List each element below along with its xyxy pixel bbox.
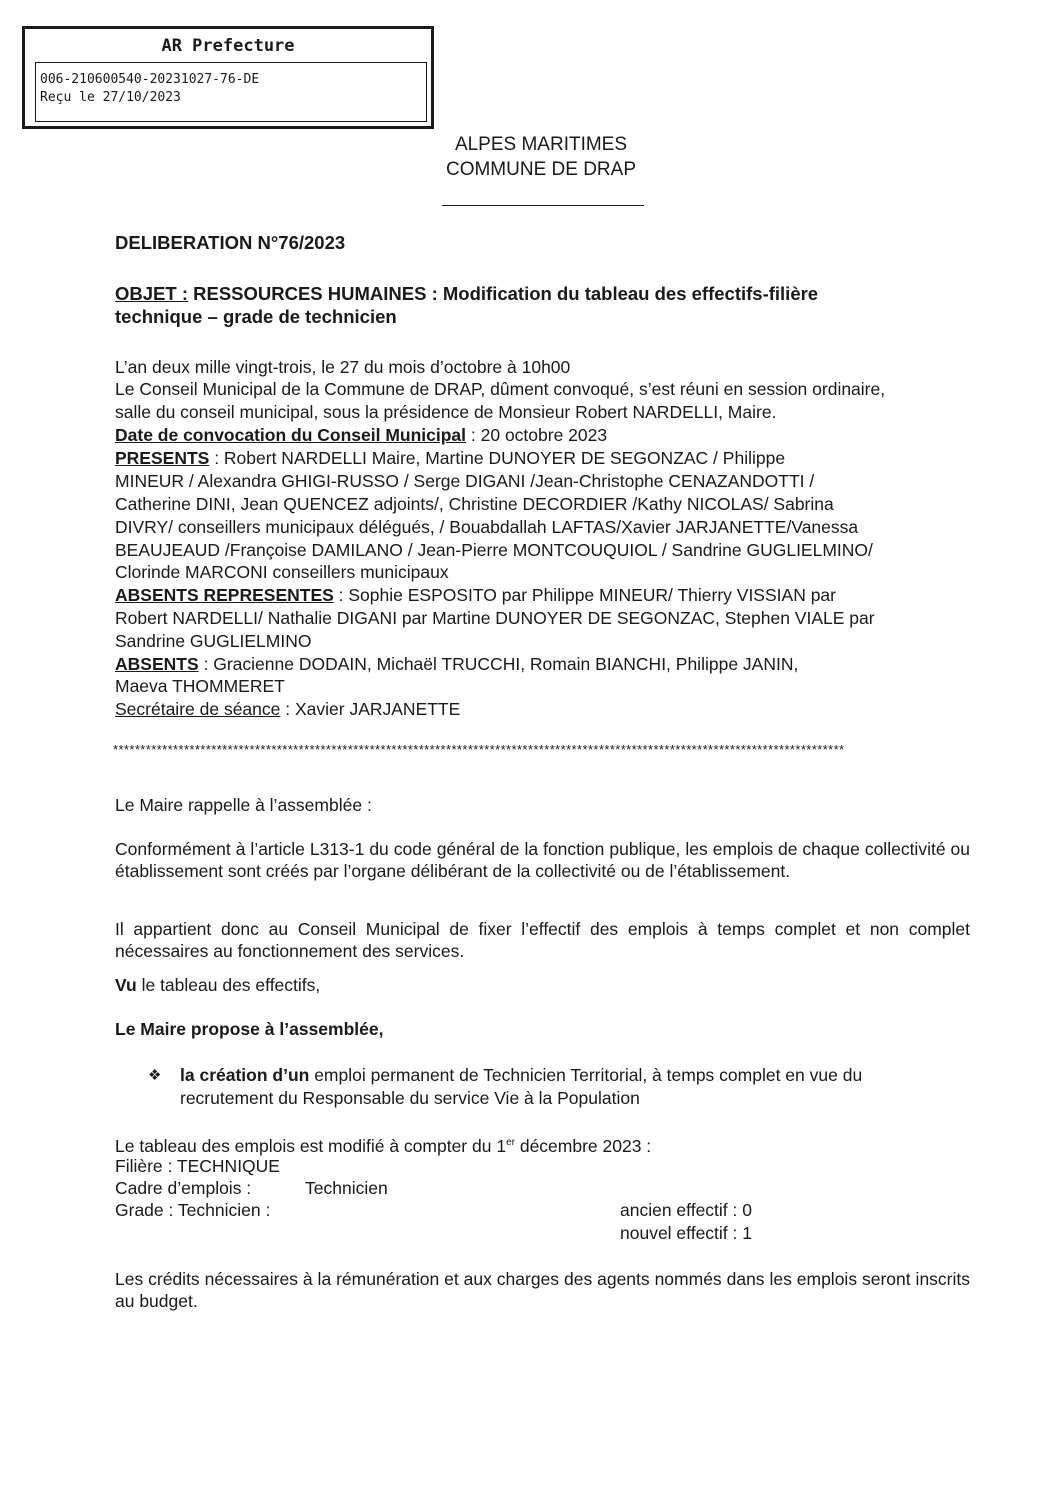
bullet-line-2: recrutement du Responsable du service Vie à la Population [180, 1088, 640, 1108]
absents-line-2: Maeva THOMMERET [115, 676, 285, 696]
absents-representes-label: ABSENTS REPRESENTES [115, 585, 334, 605]
header-divider [442, 205, 644, 206]
objet-line-2: technique – grade de technicien [115, 306, 397, 327]
vu-text: le tableau des effectifs, [136, 975, 321, 995]
bullet-line-1 [180, 1064, 862, 1086]
cadre-value: Technicien [305, 1178, 388, 1198]
propose-heading: Le Maire propose à l’assemblée, [115, 1019, 384, 1039]
secretaire-line [115, 698, 460, 720]
presents-label: PRESENTS [115, 448, 210, 468]
convocation-label: Date de convocation du Conseil Municipal [115, 425, 467, 445]
filiere-line: Filière : TECHNIQUE [115, 1156, 280, 1176]
secretaire-value: : Xavier JARJANETTE [280, 699, 461, 719]
presents-line-6: Clorinde MARCONI conseillers municipaux [115, 562, 449, 582]
presents-line-1 [115, 447, 785, 469]
nouvel-effectif: nouvel effectif : 1 [620, 1223, 752, 1243]
presents-text: : Robert NARDELLI Maire, Martine DUNOYER DE SEGONZAC / Philippe [209, 448, 786, 468]
rappel-text: Le Maire rappelle à l’assemblée : [115, 795, 372, 815]
absents-line-1 [115, 653, 798, 675]
cadre-label: Cadre d’emplois : [115, 1178, 252, 1198]
session-line-2: Le Conseil Municipal de la Commune de DRAP, dûment convoqué, s’est réuni en session ordinaire, [115, 379, 886, 399]
presents-line-4: DIVRY/ conseillers municipaux délégués, / Bouabdallah LAFTAS/Xavier JARJANETTE/Vanessa [115, 517, 859, 537]
absents-text: : Gracienne DODAIN, Michaël TRUCCHI, Romain BIANCHI, Philippe JANIN, [198, 654, 799, 674]
prefecture-stamp [22, 26, 434, 129]
tableau-end: décembre 2023 : [514, 1135, 652, 1156]
vu-line [115, 974, 320, 996]
absents-representes-line-3: Sandrine GUGLIELMINO [115, 631, 312, 651]
deliberation-title: DELIBERATION N°76/2023 [115, 232, 346, 253]
ancien-effectif: ancien effectif : 0 [620, 1200, 752, 1220]
grade-line: Grade : Technicien : [115, 1200, 271, 1220]
commune-header: COMMUNE DE DRAP [445, 159, 636, 180]
stamp-inner-box [35, 62, 427, 122]
bullet-bold: la création d’un [180, 1065, 310, 1085]
absents-label: ABSENTS [115, 654, 199, 674]
credits-paragraph: Les crédits nécessaires à la rémunération et aux charges des agents nommés dans les emplois seront inscrits au budget. [115, 1269, 970, 1311]
tableau-sup: er [506, 1137, 515, 1148]
stamp-received: Reçu le 27/10/2023 [40, 90, 181, 105]
asterisk-separator: ************************************************************************************************************************************** [113, 742, 845, 757]
presents-line-3: Catherine DINI, Jean QUENCEZ adjoints/, Christine DECORDIER /Kathy NICOLAS/ Sabrina [115, 494, 834, 514]
absents-representes-line-1 [115, 584, 836, 606]
objet-text: RESSOURCES HUMAINES : Modification du tableau des effectifs-filière [187, 283, 819, 304]
convocation-line [115, 424, 607, 446]
absents-representes-line-2: Robert NARDELLI/ Nathalie DIGANI par Martine DUNOYER DE SEGONZAC, Stephen VIALE par [115, 608, 875, 628]
convocation-value: : 20 octobre 2023 [466, 425, 608, 445]
tableau-line [115, 1132, 651, 1157]
secretaire-label: Secrétaire de séance [115, 699, 281, 719]
article-paragraph: Conformément à l’article L313-1 du code général de la fonction publique, les emplois de chaque collectivité ou établissement sont créés par l’organe délibérant de la collectivité ou de l’établissement. [115, 839, 970, 881]
objet-line-1 [115, 283, 818, 305]
stamp-id: 006-210600540-20231027-76-DE [40, 72, 260, 87]
department-header: ALPES MARITIMES [454, 134, 628, 155]
tableau-start: Le tableau des emplois est modifié à compter du 1 [115, 1135, 507, 1156]
session-line-3: salle du conseil municipal, sous la présidence de Monsieur Robert NARDELLI, Maire. [115, 402, 777, 422]
objet-label: OBJET : [115, 283, 188, 304]
session-line-1: L’an deux mille vingt-trois, le 27 du mois d’octobre à 10h00 [115, 357, 571, 377]
presents-line-5: BEAUJEAUD /Françoise DAMILANO / Jean-Pierre MONTCOUQUIOL / Sandrine GUGLIELMINO/ [115, 540, 873, 560]
presents-line-2: MINEUR / Alexandra GHIGI-RUSSO / Serge DIGANI /Jean-Christophe CENAZANDOTTI / [115, 471, 815, 491]
bullet-text: emploi permanent de Technicien Territorial, à temps complet en vue du [309, 1065, 863, 1085]
absents-representes-text: : Sophie ESPOSITO par Philippe MINEUR/ Thierry VISSIAN par [333, 585, 836, 605]
stamp-title: AR Prefecture [161, 36, 295, 56]
vu-label: Vu [115, 975, 137, 995]
diamond-bullet-icon: ❖ [148, 1067, 162, 1084]
conseil-paragraph: Il appartient donc au Conseil Municipal de fixer l’effectif des emplois à temps complet et non complet nécessaires au fonctionnement des services. [115, 919, 970, 961]
